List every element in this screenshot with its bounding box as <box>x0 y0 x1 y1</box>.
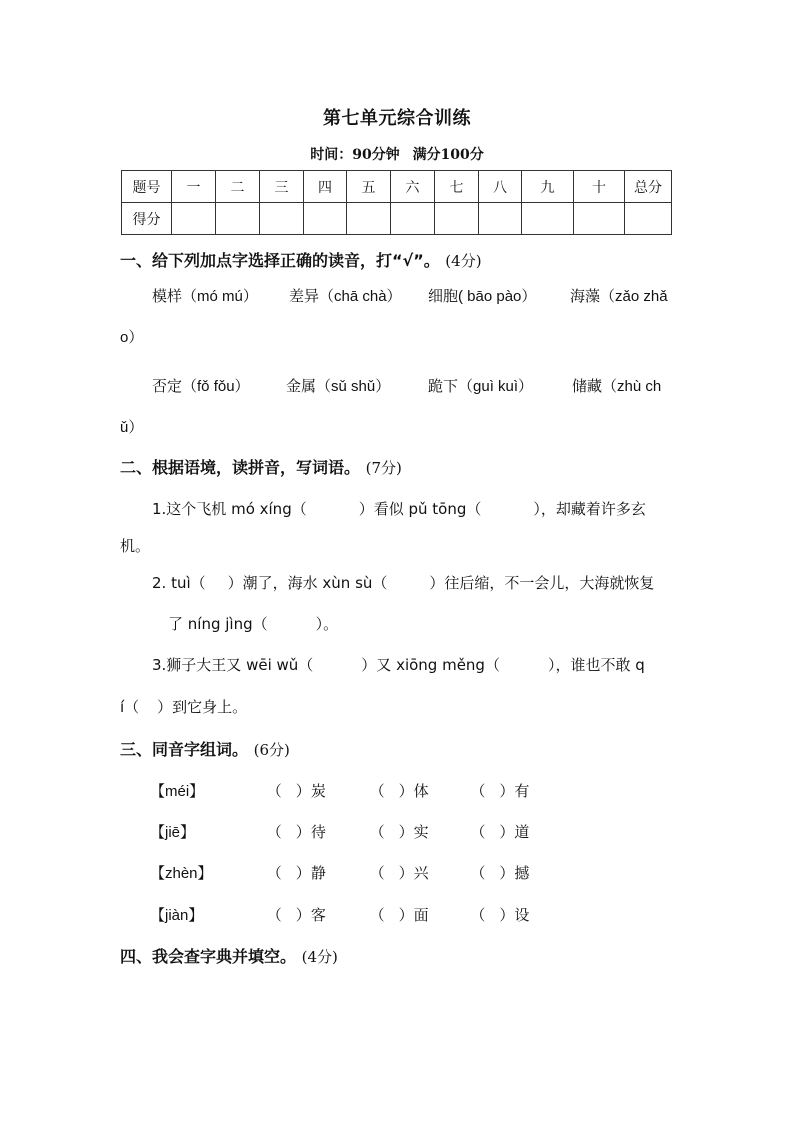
word: 海藻 <box>570 287 601 305</box>
word: 金属 <box>286 377 317 395</box>
pinyin-options: （guì kuì） <box>458 378 534 395</box>
score-table <box>121 170 672 235</box>
s3-row <box>150 780 529 801</box>
s1-item <box>152 285 258 306</box>
word-blank-group: （ ）有 <box>470 782 530 800</box>
question-text: 了 níng jìng（ <box>168 615 268 633</box>
header-cell: 五 <box>347 171 391 203</box>
section-title-text: 三、同音字组词。 <box>120 740 249 759</box>
s1-item <box>152 375 250 396</box>
section-points: (7分) <box>365 459 402 477</box>
word-blank-group: （ ）兴 <box>369 864 429 882</box>
exam-time: 时间：90分钟 <box>310 147 400 163</box>
exam-full-score: 满分100分 <box>412 147 484 163</box>
word-blank-group: （ ）静 <box>266 864 326 882</box>
word-blank-group: （ ）撼 <box>470 864 530 882</box>
s3-row <box>150 862 529 883</box>
score-cell[interactable] <box>625 203 672 235</box>
score-cell[interactable] <box>260 203 304 235</box>
score-cell[interactable] <box>304 203 347 235</box>
header-cell: 二 <box>216 171 260 203</box>
score-table-score-row <box>122 203 672 235</box>
section-4-title <box>120 944 338 967</box>
score-cell[interactable] <box>574 203 625 235</box>
pinyin-options: （zhù ch <box>602 378 662 395</box>
score-cell[interactable] <box>479 203 522 235</box>
word-blank-group: （ ）炭 <box>266 782 326 800</box>
question-text: ）到它身上。 <box>157 698 248 716</box>
pinyin-options: （fǒ fǒu） <box>182 378 250 395</box>
exam-info <box>0 144 794 164</box>
question-text: ）又 xiōng měng（ <box>361 656 500 674</box>
section-points: (4分) <box>445 252 482 270</box>
row-label: 得分 <box>122 203 172 235</box>
pinyin-options: （mó mú） <box>182 288 258 305</box>
word: 模样 <box>152 287 183 305</box>
word-blank-group: （ ）体 <box>369 782 429 800</box>
header-cell: 题号 <box>122 171 172 203</box>
section-points: (6分) <box>253 741 290 759</box>
word: 储藏 <box>572 377 603 395</box>
question-text: ），谁也不敢 q <box>547 656 645 674</box>
score-table-header-row <box>122 171 672 203</box>
word-blank-group: （ ）设 <box>470 906 530 924</box>
s1-item-wrap <box>120 416 143 437</box>
section-title-text: 四、我会查字典并填空。 <box>120 947 297 966</box>
s3-row <box>150 904 529 925</box>
header-cell: 九 <box>522 171 574 203</box>
score-cell[interactable] <box>435 203 479 235</box>
word: 否定 <box>152 377 183 395</box>
question-text: 1.这个飞机 mó xíng（ <box>152 500 307 518</box>
s1-item-wrap <box>120 326 143 347</box>
word-blank-group: （ ）待 <box>266 823 326 841</box>
header-cell: 四 <box>304 171 347 203</box>
section-points: (4分) <box>301 948 338 966</box>
s1-item <box>428 375 533 396</box>
section-title-text: 二、根据语境，读拼音，写词语。 <box>120 458 361 477</box>
header-cell: 三 <box>260 171 304 203</box>
pinyin-options: （zǎo zhǎ <box>600 288 668 305</box>
word-blank-group: （ ）客 <box>266 906 326 924</box>
s1-item <box>428 285 536 306</box>
word: 差异 <box>289 287 320 305</box>
header-cell: 一 <box>172 171 216 203</box>
header-cell: 七 <box>435 171 479 203</box>
s1-item <box>289 285 402 306</box>
section-3-title <box>120 737 290 760</box>
pinyin-options: （chā chà） <box>319 288 402 305</box>
header-cell: 八 <box>479 171 522 203</box>
section-2-title <box>120 455 402 478</box>
question-text: 机。 <box>120 537 151 555</box>
s2-question-1-wrap <box>120 535 150 556</box>
question-text: 2. tuì（ <box>152 574 206 592</box>
header-cell: 总分 <box>625 171 672 203</box>
question-text: 3.狮子大王又 wēi wǔ（ <box>152 656 314 674</box>
word: 跪下 <box>428 377 459 395</box>
pinyin-key: 【zhèn】 <box>150 865 213 882</box>
s2-question-3 <box>152 654 645 675</box>
s2-question-1 <box>152 498 646 519</box>
s2-question-2 <box>152 572 654 593</box>
s1-item <box>572 375 661 396</box>
score-cell[interactable] <box>522 203 574 235</box>
header-cell: 十 <box>574 171 625 203</box>
s2-question-2-wrap <box>168 613 338 634</box>
question-text: ），却藏着许多玄 <box>533 500 646 518</box>
s1-item <box>570 285 668 306</box>
score-cell[interactable] <box>216 203 260 235</box>
question-text: ）看似 pǔ tōng（ <box>358 500 482 518</box>
pinyin-options: o） <box>120 329 144 346</box>
s1-item <box>286 375 390 396</box>
word-blank-group: （ ）道 <box>470 823 530 841</box>
word-blank-group: （ ）面 <box>369 906 429 924</box>
word: 细胞 <box>428 287 459 305</box>
header-cell: 六 <box>391 171 435 203</box>
pinyin-options: ǔ） <box>120 419 144 436</box>
score-cell[interactable] <box>172 203 216 235</box>
question-text: ）潮了，海水 xùn sù（ <box>227 574 388 592</box>
pinyin-options: ( bāo pào） <box>458 288 537 305</box>
section-title-text: 一、给下列加点字选择正确的读音，打“√”。 <box>120 251 440 270</box>
pinyin-options: （sǔ shǔ） <box>316 378 391 395</box>
score-cell[interactable] <box>347 203 391 235</box>
pinyin-key: 【jiàn】 <box>150 907 204 924</box>
question-text: ）往后缩，不一会儿，大海就恢复 <box>429 574 655 592</box>
question-text: í（ <box>120 698 140 716</box>
s2-question-3-wrap <box>120 696 247 717</box>
word-blank-group: （ ）实 <box>369 823 429 841</box>
page-title: 第七单元综合训练 <box>323 108 471 129</box>
pinyin-key: 【jiē】 <box>150 824 196 841</box>
score-cell[interactable] <box>391 203 435 235</box>
section-1-title <box>120 248 482 271</box>
s3-row <box>150 821 529 842</box>
question-text: ）。 <box>315 615 339 633</box>
pinyin-key: 【méi】 <box>150 783 205 800</box>
